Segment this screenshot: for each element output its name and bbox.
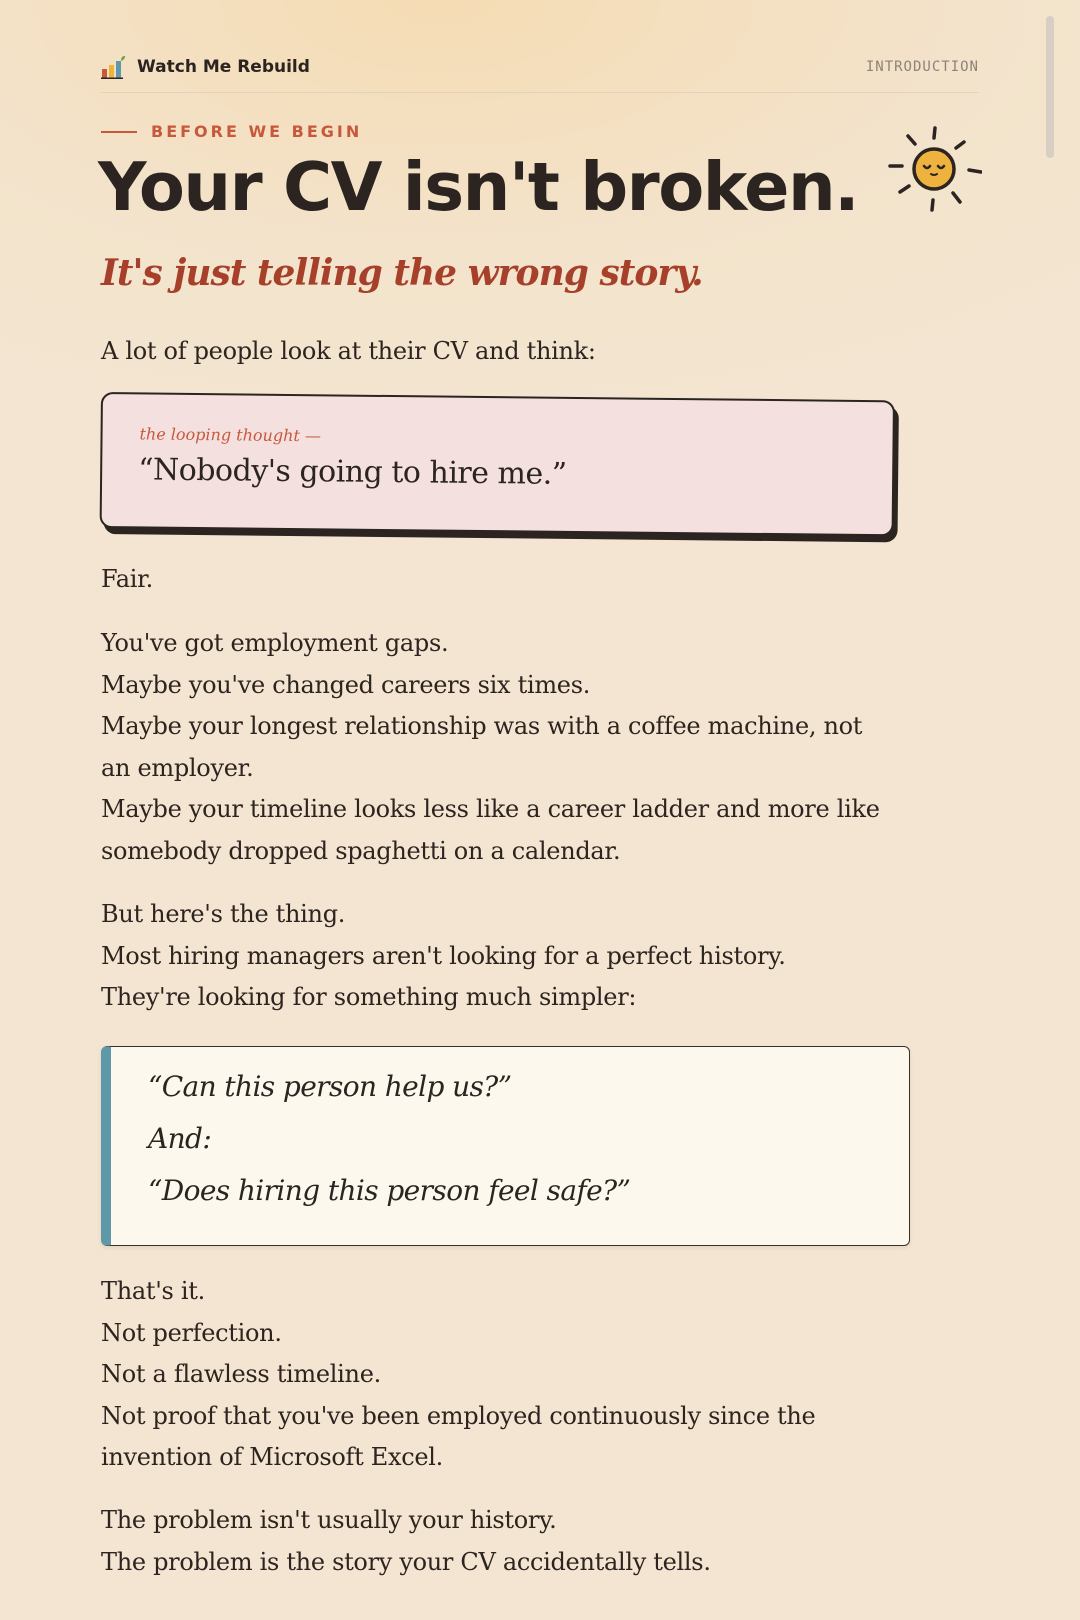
eyebrow-text: BEFORE WE BEGIN	[151, 122, 363, 141]
paragraph-line: The problem isn't usually your history.	[101, 1506, 557, 1534]
paragraph-line: But here's the thing.	[101, 900, 346, 928]
paragraph-line: Not proof that you've been employed continuously since the	[101, 1401, 816, 1430]
paragraph-line: Maybe your longest relationship was with a coffee machine, not	[101, 712, 863, 740]
thought-kicker: the looping thought —	[139, 424, 322, 446]
eyebrow	[101, 122, 362, 141]
brand-link[interactable]	[101, 55, 310, 79]
thats-it-paragraph	[101, 1271, 815, 1479]
paragraph-line: Not perfection.	[101, 1318, 282, 1347]
page-title: Your CV isn't broken.	[98, 148, 859, 226]
paragraph-line: somebody dropped spaghetti on a calendar.	[101, 836, 621, 865]
eyebrow-rule	[101, 131, 137, 133]
callout-quote-box	[101, 1046, 910, 1246]
gaps-paragraph	[101, 623, 880, 872]
fair-line: Fair.	[101, 565, 153, 593]
paragraph-line: They're looking for something much simpler:	[101, 983, 637, 1011]
callout-line: “Can this person help us?”	[148, 1070, 512, 1103]
sleepy-sun-icon	[888, 124, 982, 214]
problem-paragraph	[101, 1500, 711, 1583]
thing-paragraph	[101, 894, 786, 1019]
intro-line: A lot of people look at their CV and think:	[101, 337, 596, 365]
paragraph-line: Not a flawless timeline.	[101, 1360, 381, 1388]
paragraph-line: Maybe you've changed careers six times.	[101, 670, 591, 699]
callout-line: And:	[148, 1122, 212, 1155]
paragraph-line: The problem is the story your CV accidentally tells.	[101, 1547, 711, 1576]
paragraph-line: You've got employment gaps.	[101, 629, 449, 657]
top-bar	[101, 48, 979, 93]
paragraph-line: invention of Microsoft Excel.	[101, 1443, 444, 1471]
section-label: INTRODUCTION	[865, 59, 979, 75]
intro-paragraph	[101, 331, 596, 373]
paragraph-line: Most hiring managers aren't looking for a perfect history.	[101, 941, 786, 970]
fair-paragraph	[101, 559, 153, 601]
subheadline: It's just telling the wrong story.	[101, 252, 703, 294]
page-scrollbar[interactable]	[1046, 16, 1054, 158]
thought-card	[100, 392, 895, 536]
callout-line: “Does hiring this person feel safe?”	[148, 1174, 631, 1207]
paragraph-line: That's it.	[101, 1277, 205, 1305]
paragraph-line: Maybe your timeline looks less like a career ladder and more like	[101, 795, 880, 823]
bar-chart-sprout-icon	[101, 55, 127, 79]
thought-quote: “Nobody's going to hire me.”	[138, 452, 567, 492]
brand-name: Watch Me Rebuild	[137, 57, 310, 77]
paragraph-line: an employer.	[101, 753, 254, 782]
